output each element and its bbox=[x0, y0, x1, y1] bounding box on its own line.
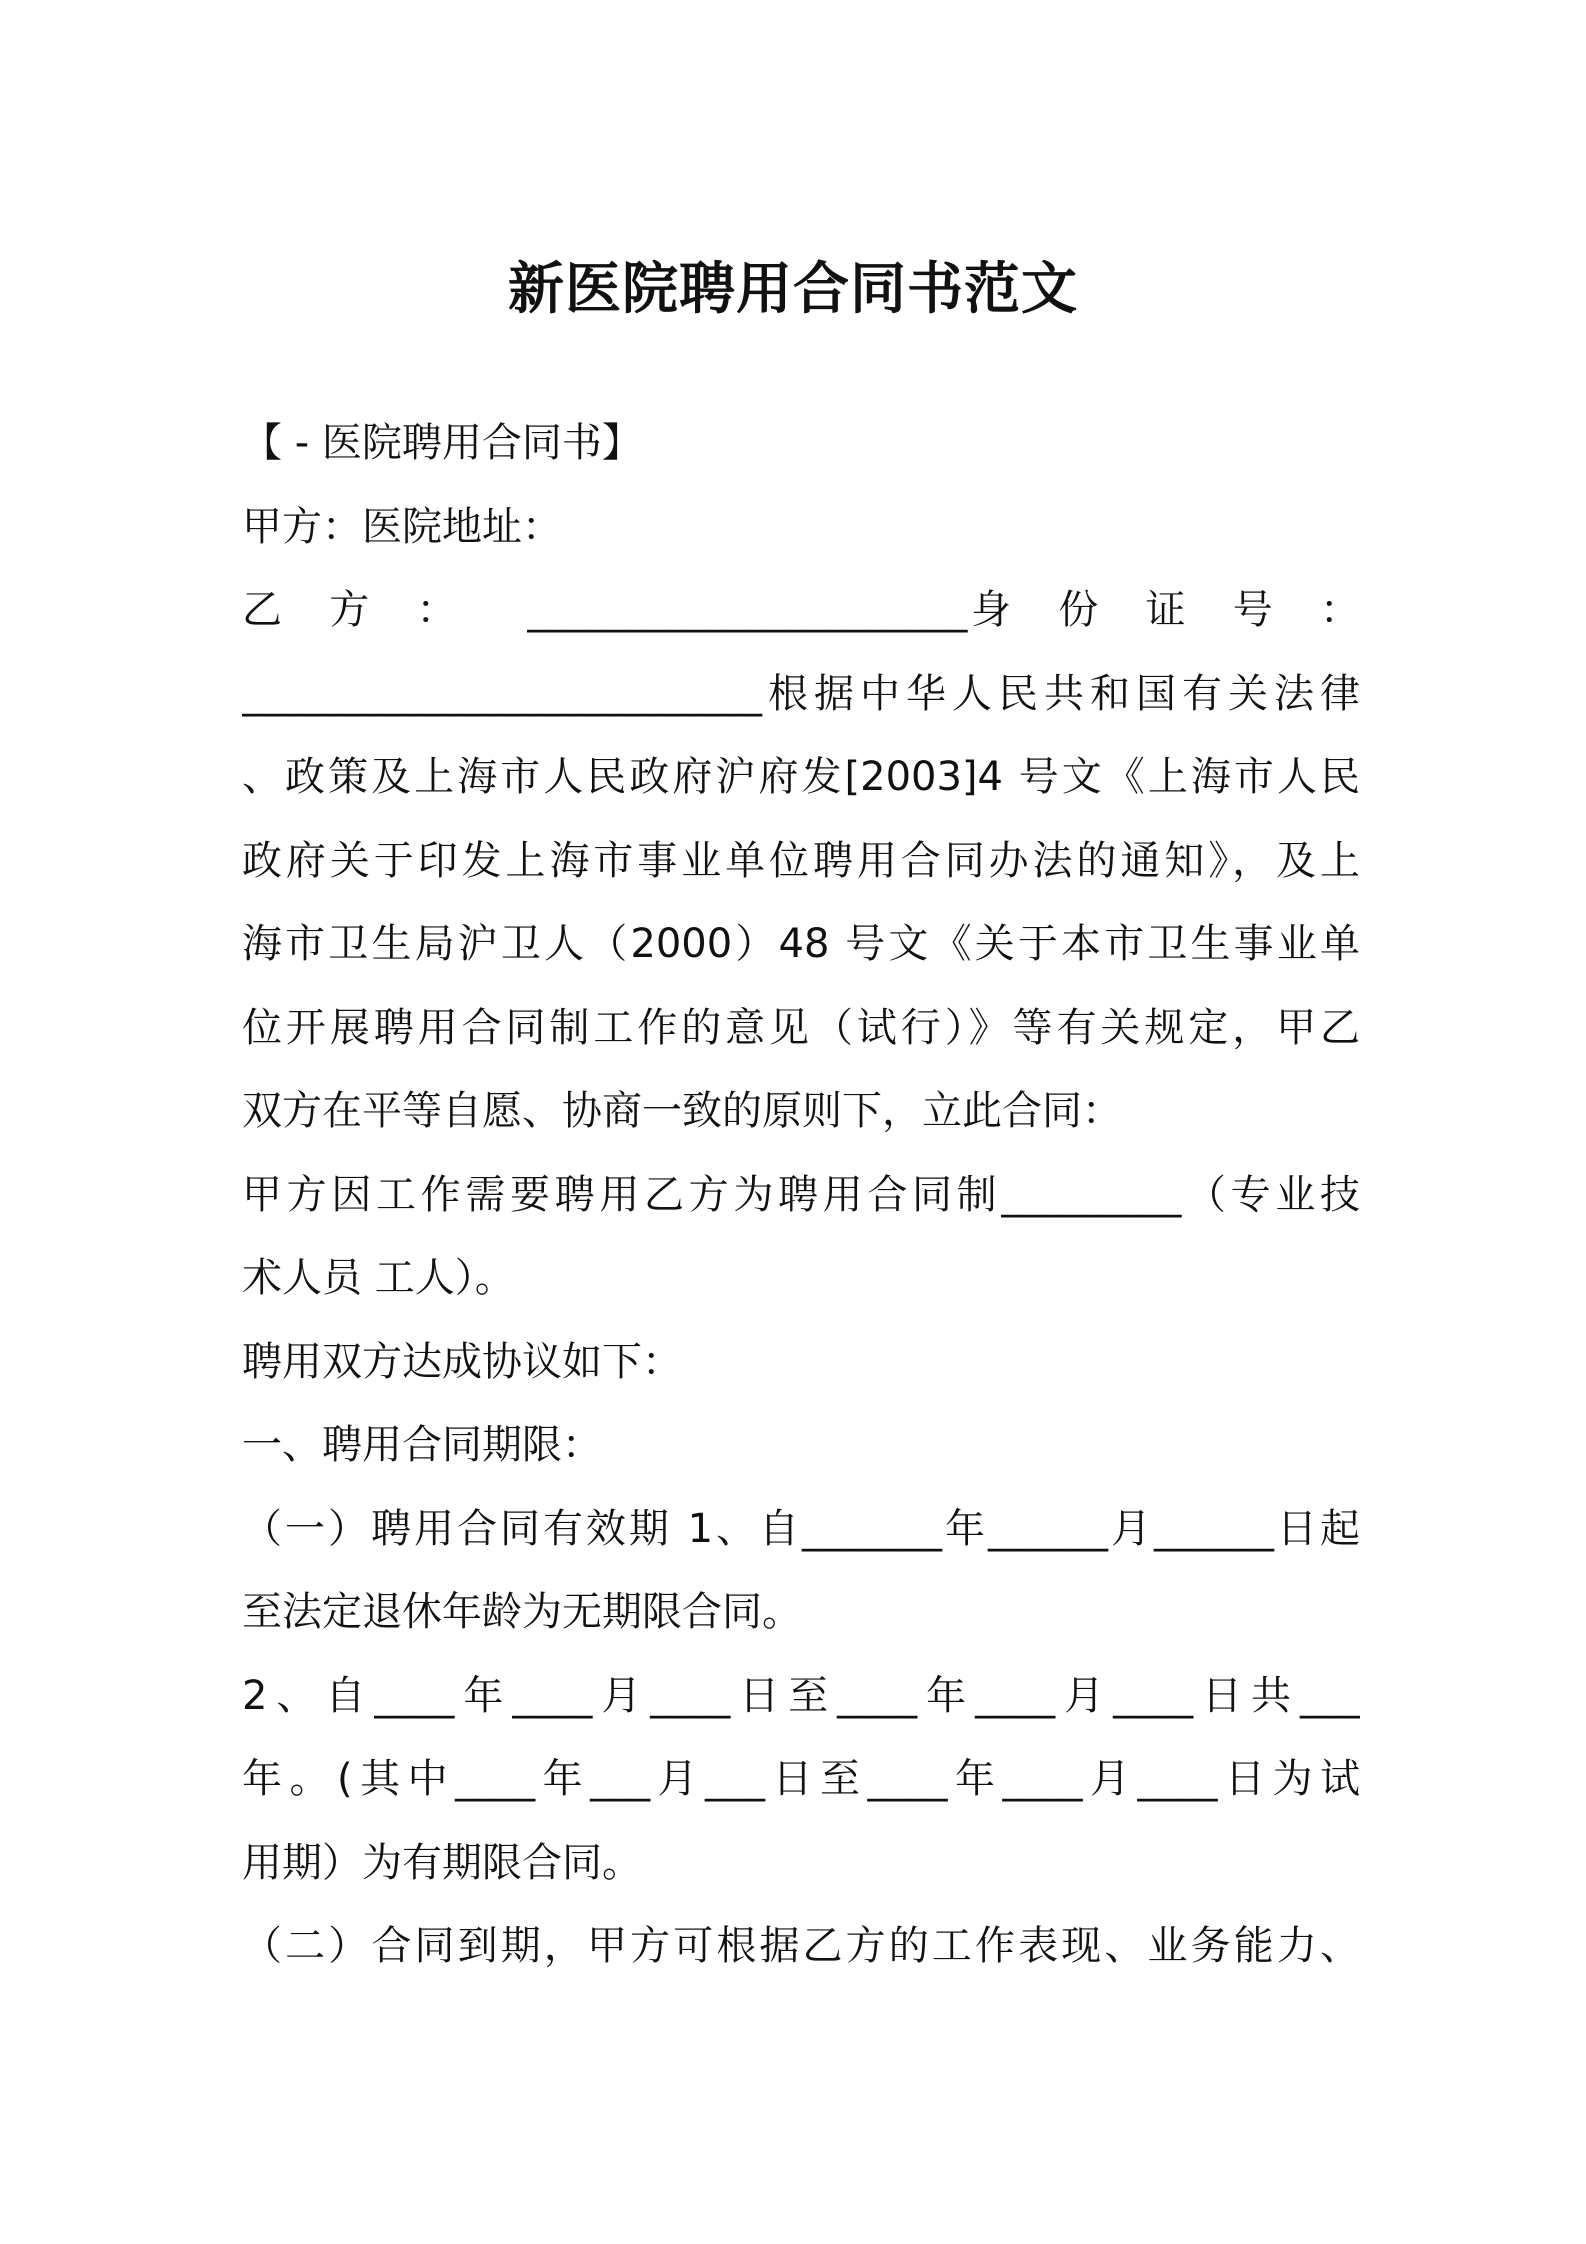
clause-line: （二）合同到期，甲方可根据乙方的工作表现、业务能力、 bbox=[242, 1923, 1360, 1969]
paragraph-line: 甲方因工作需要聘用乙方为聘用合同制_________（专业技 bbox=[242, 1171, 1360, 1218]
paragraph-line: 术人员 工人）。 bbox=[242, 1255, 515, 1301]
document-title: 新医院聘用合同书范文 bbox=[508, 257, 1078, 322]
clause-line: （一）聘用合同有效期 1、自_______年______月______日起 bbox=[242, 1505, 1360, 1552]
document-body bbox=[242, 402, 1360, 1989]
clause-heading: 一、聘用合同期限： bbox=[242, 1422, 602, 1468]
paragraph-line: 、政策及上海市人民政府沪府发[2003]4 号文《上海市人民 bbox=[242, 754, 1360, 800]
party-b-line: 乙 方 ： ______________________身 份 证 号 ： bbox=[242, 587, 1360, 633]
clause-line: 年。(其中____年___月___日至____年____月____日为试 bbox=[242, 1756, 1360, 1802]
paragraph-line: 双方在平等自愿、协商一致的原则下，立此合同： bbox=[242, 1088, 1122, 1134]
paragraph-line: 位开展聘用合同制工作的意见（试行）》等有关规定，甲乙 bbox=[242, 1004, 1360, 1051]
clause-line: 用期）为有期限合同。 bbox=[242, 1839, 642, 1886]
paragraph-line: 聘用双方达成协议如下： bbox=[242, 1338, 682, 1385]
paragraph-line: 海市卫生局沪卫人（2000）48 号文《关于本市卫生事业单 bbox=[242, 921, 1360, 967]
clause-line: 2、自____年____月____日至____年____月____日共___ bbox=[242, 1672, 1360, 1719]
paragraph-line: 政府关于印发上海市事业单位聘用合同办法的通知》，及上 bbox=[242, 837, 1360, 884]
clause-line: 至法定退休年龄为无期限合同。 bbox=[242, 1589, 802, 1635]
paragraph-line: __________________________根据中华人民共和国有关法律 bbox=[242, 670, 1360, 717]
section-header: 【 - 医院聘用合同书】 bbox=[242, 420, 642, 466]
party-a-line: 甲方：医院地址： bbox=[242, 503, 562, 550]
